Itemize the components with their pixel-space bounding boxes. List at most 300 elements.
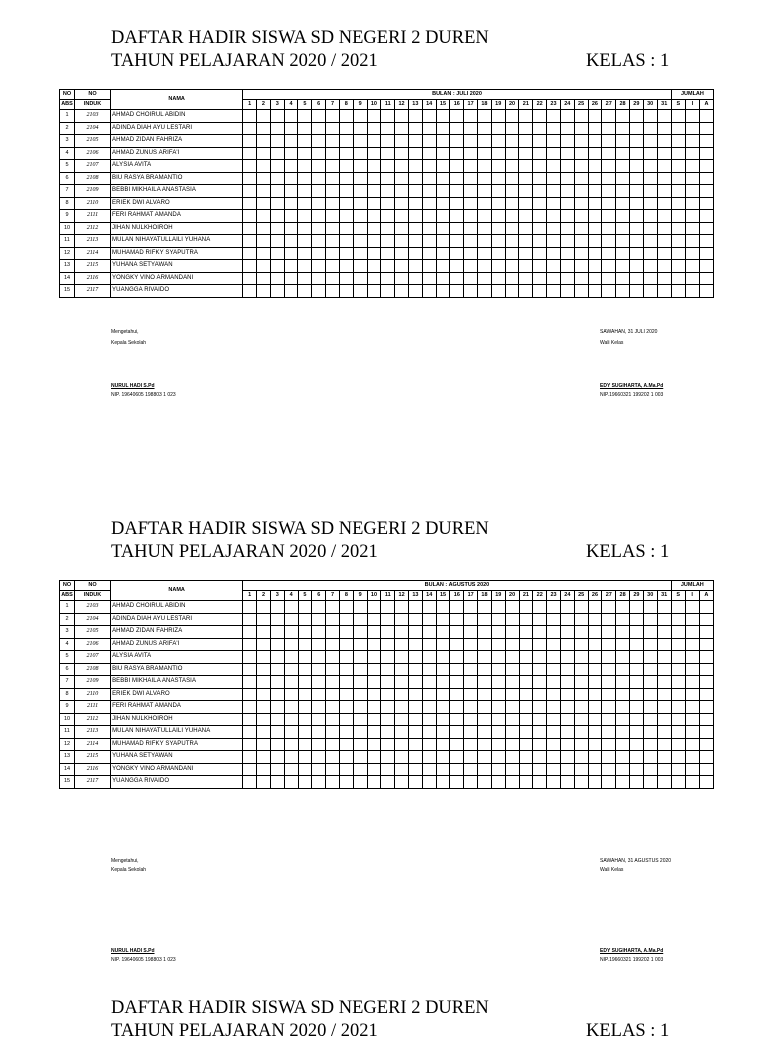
attendance-cell [478, 713, 492, 726]
attendance-cell [699, 776, 713, 789]
attendance-cell [629, 272, 643, 285]
attendance-cell [560, 601, 574, 614]
attendance-cell [298, 751, 312, 764]
attendance-cell [616, 197, 630, 210]
attendance-cell [643, 235, 657, 248]
kepala-label: Kepala Sekolah [111, 340, 147, 346]
attendance-cell [367, 147, 381, 160]
attendance-cell [436, 147, 450, 160]
kepala-nip: NIP. 19640605 198803 1 023 [111, 392, 176, 398]
attendance-cell [616, 172, 630, 185]
attendance-cell [643, 651, 657, 664]
attendance-cell [436, 210, 450, 223]
attendance-cell [699, 701, 713, 714]
attendance-cell [298, 626, 312, 639]
attendance-cell [560, 122, 574, 135]
attendance-cell [436, 688, 450, 701]
attendance-cell [519, 285, 533, 298]
attendance-cell [409, 751, 423, 764]
attendance-cell [505, 172, 519, 185]
attendance-cell [671, 713, 685, 726]
attendance-cell [547, 688, 561, 701]
attendance-cell [298, 688, 312, 701]
student-nama: YUHANA SETYAWAN [111, 260, 243, 273]
attendance-cell [312, 122, 326, 135]
attendance-cell [312, 285, 326, 298]
attendance-cell [243, 601, 257, 614]
attendance-cell [560, 210, 574, 223]
attendance-cell [422, 626, 436, 639]
attendance-cell [284, 601, 298, 614]
attendance-cell [408, 185, 422, 198]
student-induk: 2117 [75, 285, 111, 298]
attendance-cell [588, 776, 602, 789]
attendance-cell [547, 613, 561, 626]
attendance-cell [367, 726, 381, 739]
attendance-cell [339, 272, 353, 285]
school-title: DAFTAR HADIR SISWA SD NEGERI 2 DUREN [111, 998, 489, 1018]
attendance-cell [602, 197, 616, 210]
attendance-cell [395, 160, 409, 173]
attendance-cell [657, 663, 671, 676]
attendance-cell [588, 222, 602, 235]
attendance-cell [602, 676, 616, 689]
attendance-cell [643, 688, 657, 701]
attendance-cell [505, 713, 519, 726]
attendance-cell [422, 663, 436, 676]
attendance-cell [409, 626, 423, 639]
attendance-cell [312, 738, 326, 751]
attendance-cell [478, 638, 492, 651]
attendance-cell [257, 626, 271, 639]
attendance-cell [381, 147, 395, 160]
attendance-cell [464, 147, 478, 160]
attendance-cell [533, 272, 547, 285]
attendance-cell [616, 613, 630, 626]
attendance-cell [409, 738, 423, 751]
student-induk: 2115 [75, 260, 111, 273]
student-nama: AHMAD ZUNUS ARIFA'I [111, 147, 243, 160]
attendance-cell [353, 185, 367, 198]
header-day: 31 [657, 100, 671, 110]
header-a: A [699, 591, 713, 601]
header-day: 23 [547, 591, 561, 601]
attendance-cell [312, 272, 326, 285]
attendance-cell [519, 147, 533, 160]
attendance-cell [326, 776, 340, 789]
attendance-cell [602, 110, 616, 123]
attendance-cell [547, 272, 561, 285]
attendance-cell [533, 222, 547, 235]
attendance-cell [450, 651, 464, 664]
attendance-cell [284, 651, 298, 664]
attendance-cell [602, 160, 616, 173]
student-nama: MUHAMAD RIFKY SYAPUTRA [111, 738, 243, 751]
mengetahui-label: Mengetahui, [111, 858, 139, 864]
attendance-cell [574, 222, 588, 235]
attendance-cell [326, 701, 340, 714]
attendance-cell [312, 235, 326, 248]
attendance-cell [243, 260, 257, 273]
attendance-cell [409, 601, 423, 614]
attendance-cell [629, 222, 643, 235]
attendance-cell [505, 763, 519, 776]
attendance-cell [629, 235, 643, 248]
attendance-cell [353, 222, 367, 235]
student-no: 12 [60, 247, 75, 260]
attendance-cell [574, 160, 588, 173]
attendance-cell [422, 776, 436, 789]
attendance-cell [422, 676, 436, 689]
attendance-cell [243, 222, 257, 235]
attendance-cell [547, 172, 561, 185]
attendance-cell [381, 185, 395, 198]
attendance-cell [547, 222, 561, 235]
header-jumlah: JUMLAH [671, 90, 713, 100]
attendance-cell [409, 726, 423, 739]
attendance-cell [270, 135, 284, 148]
attendance-cell [395, 135, 409, 148]
attendance-cell [408, 122, 422, 135]
attendance-cell [395, 738, 409, 751]
attendance-cell [298, 601, 312, 614]
attendance-cell [339, 235, 353, 248]
attendance-cell [367, 776, 381, 789]
attendance-cell [643, 247, 657, 260]
attendance-cell [560, 638, 574, 651]
attendance-cell [284, 613, 298, 626]
attendance-cell [381, 135, 395, 148]
attendance-cell [353, 651, 367, 664]
attendance-cell [464, 272, 478, 285]
attendance-cell [685, 147, 699, 160]
attendance-cell [353, 776, 367, 789]
attendance-cell [685, 651, 699, 664]
attendance-cell [574, 726, 588, 739]
attendance-cell [395, 726, 409, 739]
attendance-cell [381, 160, 395, 173]
attendance-cell [422, 247, 436, 260]
attendance-cell [478, 688, 492, 701]
attendance-cell [533, 285, 547, 298]
student-no: 3 [60, 626, 75, 639]
attendance-cell [450, 247, 464, 260]
attendance-cell [353, 172, 367, 185]
attendance-cell [547, 626, 561, 639]
attendance-cell [422, 763, 436, 776]
header-day: 21 [519, 100, 533, 110]
attendance-cell [270, 147, 284, 160]
attendance-cell [326, 726, 340, 739]
attendance-cell [629, 197, 643, 210]
attendance-cell [699, 185, 713, 198]
attendance-cell [257, 663, 271, 676]
attendance-cell [505, 185, 519, 198]
attendance-cell [353, 235, 367, 248]
attendance-cell [270, 613, 284, 626]
attendance-cell [491, 613, 505, 626]
attendance-cell [243, 626, 257, 639]
attendance-cell [630, 676, 644, 689]
attendance-cell [422, 638, 436, 651]
attendance-cell [629, 110, 643, 123]
attendance-cell [671, 147, 685, 160]
wali-name: EDY SUGIHARTA, A.Ma.Pd [600, 383, 664, 389]
attendance-cell [643, 260, 657, 273]
attendance-cell [533, 135, 547, 148]
attendance-cell [505, 613, 519, 626]
attendance-cell [450, 185, 464, 198]
attendance-cell [408, 147, 422, 160]
attendance-cell [450, 726, 464, 739]
attendance-cell [478, 601, 492, 614]
attendance-cell [464, 235, 478, 248]
attendance-cell [381, 626, 395, 639]
header-day: 10 [367, 591, 381, 601]
attendance-cell [478, 160, 492, 173]
header-day: 7 [326, 100, 340, 110]
attendance-cell [450, 751, 464, 764]
attendance-cell [339, 135, 353, 148]
attendance-cell [616, 147, 630, 160]
attendance-cell [560, 247, 574, 260]
table-row [60, 272, 714, 285]
attendance-cell [395, 260, 409, 273]
attendance-cell [602, 751, 616, 764]
attendance-cell [243, 135, 257, 148]
attendance-cell [685, 751, 699, 764]
attendance-cell [630, 601, 644, 614]
attendance-cell [643, 613, 657, 626]
student-induk: 2109 [75, 676, 111, 689]
attendance-cell [643, 272, 657, 285]
attendance-cell [270, 651, 284, 664]
footer-right [600, 857, 671, 965]
attendance-cell [478, 701, 492, 714]
attendance-cell [381, 110, 395, 123]
student-induk: 2116 [75, 272, 111, 285]
attendance-cell [298, 713, 312, 726]
attendance-cell [533, 726, 547, 739]
attendance-cell [257, 713, 271, 726]
attendance-cell [574, 122, 588, 135]
attendance-cell [505, 701, 519, 714]
header-nama: NAMA [111, 90, 243, 110]
attendance-cell [409, 701, 423, 714]
attendance-cell [257, 210, 271, 223]
attendance-cell [491, 122, 505, 135]
attendance-cell [450, 626, 464, 639]
attendance-cell [657, 222, 671, 235]
header-day: 9 [353, 100, 367, 110]
attendance-cell [395, 688, 409, 701]
attendance-cell [326, 601, 340, 614]
attendance-cell [381, 776, 395, 789]
attendance-cell [284, 110, 298, 123]
attendance-cell [298, 285, 312, 298]
header-day: 3 [270, 100, 284, 110]
attendance-cell [505, 726, 519, 739]
attendance-cell [505, 688, 519, 701]
kelas-label: KELAS : 1 [586, 51, 670, 71]
attendance-cell [602, 626, 616, 639]
attendance-cell [685, 172, 699, 185]
attendance-cell [657, 135, 671, 148]
header-day: 21 [519, 591, 533, 601]
attendance-cell [574, 701, 588, 714]
header-abs: ABS [60, 100, 75, 110]
student-nama: ALYSIA AVITA [111, 160, 243, 173]
attendance-cell [671, 197, 685, 210]
attendance-cell [270, 260, 284, 273]
student-nama: MULAN NIHAYATULLAILI YUHANA [111, 726, 243, 739]
attendance-cell [367, 713, 381, 726]
attendance-cell [478, 272, 492, 285]
header-day: 2 [257, 100, 271, 110]
attendance-cell [298, 147, 312, 160]
attendance-cell [491, 738, 505, 751]
attendance-cell [257, 738, 271, 751]
attendance-cell [339, 651, 353, 664]
attendance-cell [560, 763, 574, 776]
attendance-cell [408, 285, 422, 298]
attendance-cell [671, 122, 685, 135]
attendance-cell [422, 613, 436, 626]
attendance-cell [657, 272, 671, 285]
attendance-cell [671, 663, 685, 676]
student-induk: 2103 [75, 601, 111, 614]
attendance-cell [560, 160, 574, 173]
attendance-cell [478, 122, 492, 135]
attendance-cell [298, 122, 312, 135]
attendance-cell [312, 688, 326, 701]
date-line: SAWAHAN, 31 JULI 2020 [600, 329, 658, 335]
header-day: 14 [422, 591, 436, 601]
attendance-cell [616, 738, 630, 751]
attendance-cell [519, 260, 533, 273]
attendance-cell [643, 663, 657, 676]
attendance-cell [671, 222, 685, 235]
attendance-cell [381, 651, 395, 664]
attendance-cell [422, 272, 436, 285]
student-nama: BEBBI MIKHAILA ANASTASIA [111, 676, 243, 689]
attendance-cell [436, 751, 450, 764]
attendance-cell [353, 272, 367, 285]
attendance-cell [505, 626, 519, 639]
attendance-cell [464, 701, 478, 714]
attendance-cell [671, 651, 685, 664]
attendance-cell [450, 676, 464, 689]
attendance-cell [630, 613, 644, 626]
attendance-cell [395, 210, 409, 223]
attendance-cell [547, 663, 561, 676]
header-induk: INDUK [75, 100, 111, 110]
attendance-cell [643, 210, 657, 223]
attendance-cell [629, 210, 643, 223]
student-nama: YUANGGA RIVAIDO [111, 776, 243, 789]
attendance-cell [395, 663, 409, 676]
attendance-cell [367, 663, 381, 676]
attendance-cell [533, 235, 547, 248]
attendance-cell [478, 763, 492, 776]
header-day: 1 [243, 100, 257, 110]
attendance-cell [657, 122, 671, 135]
header-day: 12 [395, 100, 409, 110]
attendance-cell [257, 222, 271, 235]
attendance-cell [436, 763, 450, 776]
attendance-cell [284, 763, 298, 776]
attendance-cell [270, 172, 284, 185]
attendance-cell [450, 172, 464, 185]
attendance-cell [464, 638, 478, 651]
attendance-cell [270, 713, 284, 726]
attendance-cell [367, 285, 381, 298]
attendance-cell [574, 776, 588, 789]
table-row [60, 726, 714, 739]
attendance-cell [312, 197, 326, 210]
attendance-cell [422, 147, 436, 160]
attendance-cell [353, 160, 367, 173]
attendance-cell [409, 688, 423, 701]
attendance-cell [353, 135, 367, 148]
attendance-cell [588, 738, 602, 751]
attendance-cell [588, 663, 602, 676]
attendance-cell [339, 626, 353, 639]
attendance-cell [602, 663, 616, 676]
student-no: 5 [60, 651, 75, 664]
attendance-cell [395, 676, 409, 689]
attendance-cell [326, 160, 340, 173]
attendance-cell [519, 776, 533, 789]
student-induk: 2113 [75, 235, 111, 248]
attendance-cell [491, 272, 505, 285]
attendance-cell [464, 613, 478, 626]
attendance-cell [257, 688, 271, 701]
attendance-cell [395, 751, 409, 764]
attendance-cell [519, 763, 533, 776]
attendance-cell [547, 260, 561, 273]
attendance-cell [657, 738, 671, 751]
student-induk: 2104 [75, 122, 111, 135]
attendance-cell [298, 247, 312, 260]
attendance-cell [519, 210, 533, 223]
attendance-cell [298, 763, 312, 776]
attendance-cell [491, 688, 505, 701]
attendance-cell [243, 110, 257, 123]
attendance-cell [643, 601, 657, 614]
attendance-cell [699, 688, 713, 701]
student-no: 12 [60, 738, 75, 751]
mengetahui-label: Mengetahui, [111, 329, 139, 335]
attendance-cell [533, 738, 547, 751]
attendance-cell [312, 776, 326, 789]
attendance-cell [671, 613, 685, 626]
attendance-cell [464, 285, 478, 298]
attendance-cell [491, 701, 505, 714]
attendance-cell [671, 751, 685, 764]
student-no: 4 [60, 638, 75, 651]
attendance-cell [422, 651, 436, 664]
attendance-cell [643, 763, 657, 776]
attendance-cell [257, 763, 271, 776]
attendance-cell [685, 638, 699, 651]
attendance-cell [533, 663, 547, 676]
attendance-cell [519, 222, 533, 235]
attendance-cell [436, 626, 450, 639]
attendance-cell [588, 601, 602, 614]
attendance-cell [519, 726, 533, 739]
attendance-cell [381, 676, 395, 689]
